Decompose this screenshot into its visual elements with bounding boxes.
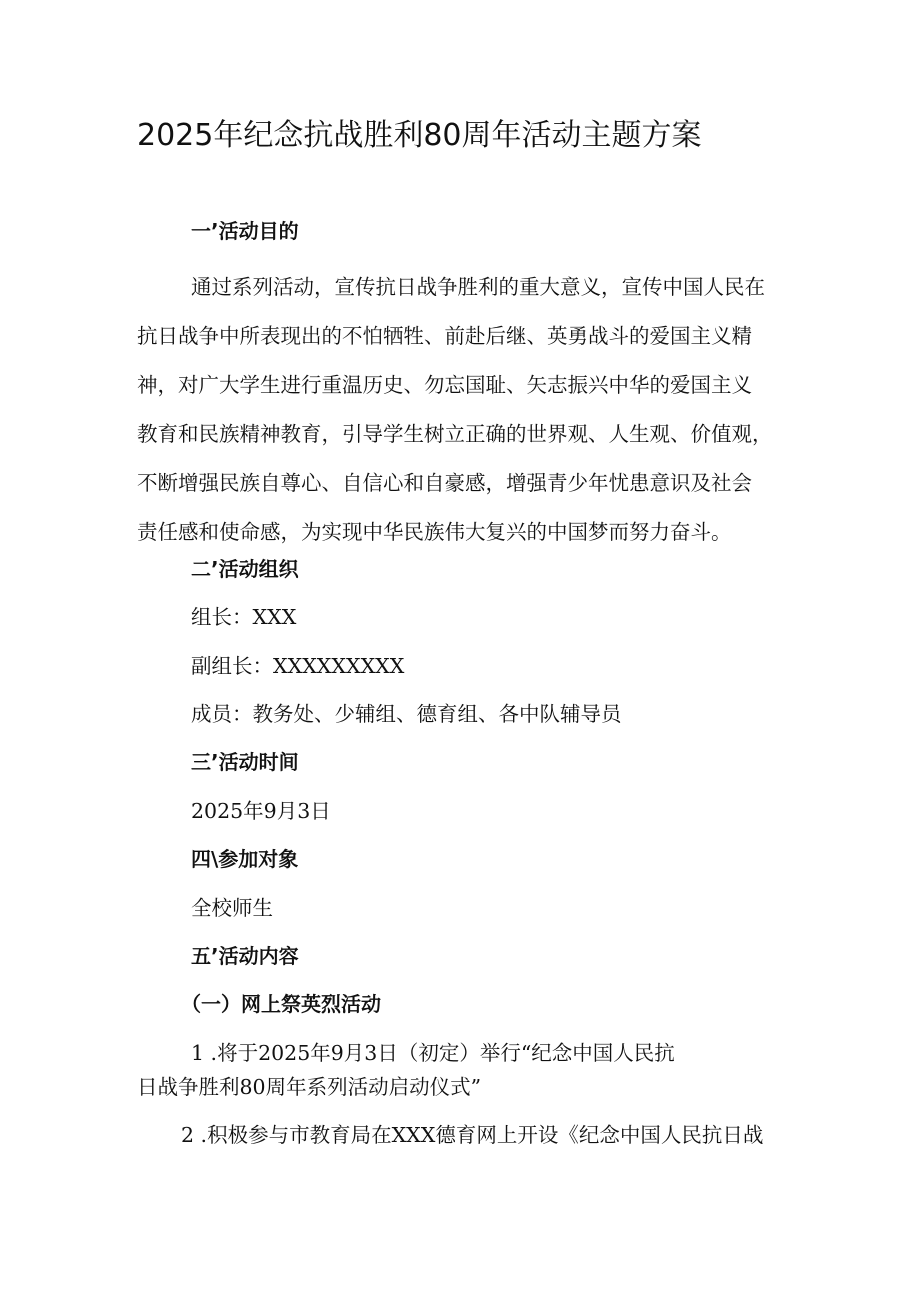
subsection-heading-online: （一）网上祭英烈活动 <box>181 992 381 1016</box>
participants-line: 全校师生 <box>191 896 273 920</box>
purpose-paragraph <box>137 263 797 557</box>
section-heading-content: 五’活动内容 <box>191 944 299 968</box>
section-heading-time: 三’活动时间 <box>191 750 299 774</box>
item-1-line-2: 日战争胜利80周年系列活动启动仪式” <box>137 1075 482 1099</box>
section-heading-purpose: 一’活动目的 <box>191 219 299 243</box>
section-heading-participants: 四\参加对象 <box>191 847 299 871</box>
paragraph-line: 抗日战争中所表现出的不怕牺牲、前赴后继、英勇战斗的爱国主义精 <box>137 324 752 348</box>
item-2-line-1: 2 .积极参与市教育局在XXX德育网上开设《纪念中国人民抗日战 <box>181 1123 764 1147</box>
vice-leader-line: 副组长：XXXXXXXXX <box>191 654 405 678</box>
members-line: 成员：教务处、少辅组、德育组、各中队辅导员 <box>191 702 622 726</box>
section-heading-organization: 二’活动组织 <box>191 557 299 581</box>
item-1-line-1: 1 .将于2025年9月3日（初定）举行“纪念中国人民抗 <box>191 1041 675 1065</box>
paragraph-line: 责任感和使命感，为实现中华民族伟大复兴的中国梦而努力奋斗。 <box>137 520 732 544</box>
document-title: 2025年纪念抗战胜利80周年活动主题方案 <box>137 118 702 153</box>
date-line: 2025年9月3日 <box>191 799 331 823</box>
leader-line: 组长：XXX <box>191 605 297 629</box>
paragraph-line: 通过系列活动，宣传抗日战争胜利的重大意义，宣传中国人民在 <box>191 275 765 299</box>
paragraph-line: 不断增强民族自尊心、自信心和自豪感，增强青少年忧患意识及社会 <box>137 471 752 495</box>
paragraph-line: 教育和民族精神教育，引导学生树立正确的世界观、人生观、价值观， <box>137 422 773 446</box>
paragraph-line: 神，对广大学生进行重温历史、勿忘国耻、矢志振兴中华的爱国主义 <box>137 373 752 397</box>
